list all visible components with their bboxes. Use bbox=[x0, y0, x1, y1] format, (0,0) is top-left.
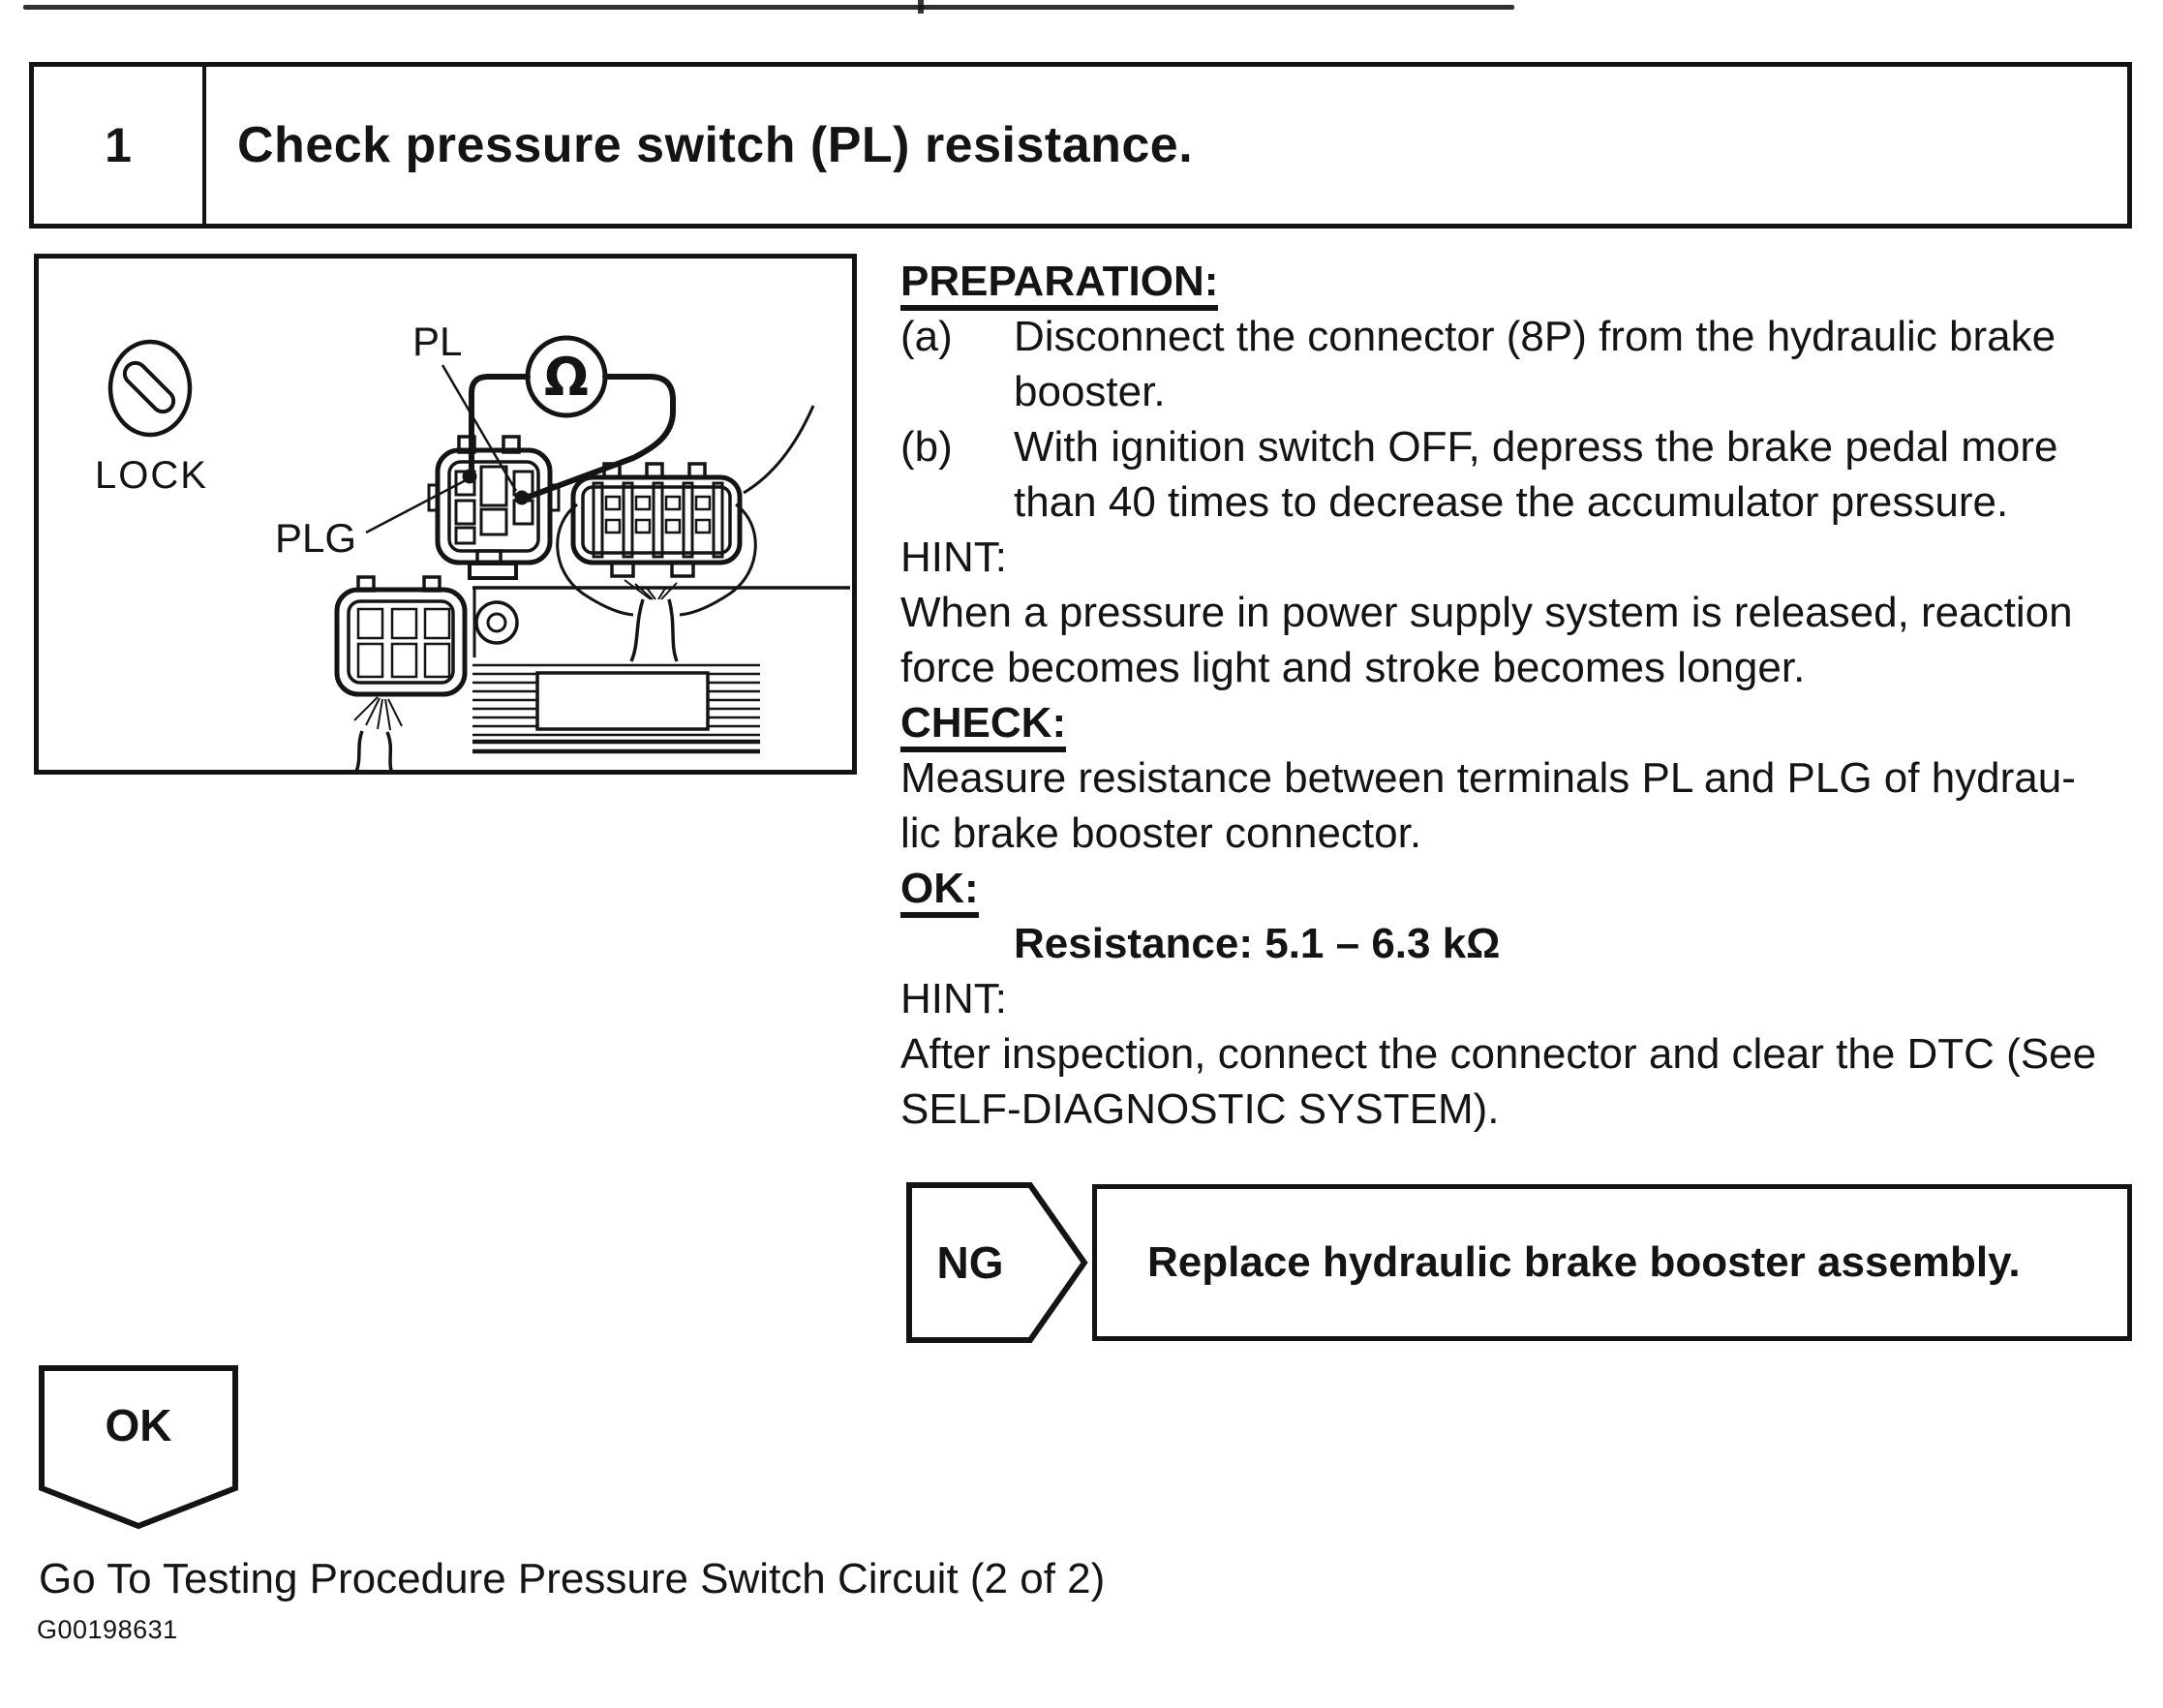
step-header bbox=[29, 62, 2132, 229]
step-title: Check pressure switch (PL) resistance. bbox=[237, 117, 1194, 173]
hint2-line-2: SELF-DIAGNOSTIC SYSTEM). bbox=[900, 1085, 1500, 1133]
connector-diagram bbox=[39, 259, 852, 770]
hint2-line-1: After inspection, connect the connector and clear the DTC (See bbox=[900, 1030, 2097, 1078]
ng-pentagon bbox=[906, 1182, 1090, 1343]
step-b-line-1: (b) With ignition switch OFF, depress the brake pedal more bbox=[900, 419, 2140, 474]
step-b-label: (b) bbox=[900, 423, 953, 471]
hint1-line-1: When a pressure in power supply system is released, reaction bbox=[900, 589, 2073, 636]
terminal-plg-dot bbox=[463, 470, 477, 484]
meter-lead-left bbox=[472, 377, 528, 472]
ohmmeter-icon bbox=[528, 338, 605, 415]
instruction-column bbox=[900, 254, 2140, 1137]
ng-action-text: Replace hydraulic brake booster assembly. bbox=[1147, 1238, 2021, 1286]
terminal-pl-dot bbox=[515, 491, 530, 505]
step-number: 1 bbox=[34, 67, 206, 224]
figure-id: G00198631 bbox=[37, 1615, 178, 1644]
hint1-line-2: force becomes light and stroke becomes longer. bbox=[900, 644, 1806, 691]
figure-panel bbox=[34, 254, 857, 775]
lock-label: LOCK bbox=[95, 454, 208, 497]
step-a-line-1: (a) Disconnect the connector (8P) from the hydraulic brake bbox=[900, 309, 2140, 364]
scan-artifact-tick bbox=[918, 0, 924, 14]
ok-pentagon bbox=[39, 1365, 238, 1530]
resistance-spec: Resistance: 5.1 – 6.3 kΩ bbox=[1014, 920, 1501, 967]
ok-label: OK bbox=[105, 1400, 172, 1450]
ng-label: NG bbox=[936, 1237, 1004, 1288]
hint2-heading: HINT: bbox=[900, 975, 1007, 1022]
step-b-line-2: than 40 times to decrease the accumulator pressure. bbox=[1014, 478, 2009, 526]
booster-body bbox=[472, 588, 850, 751]
step-a-line-2: booster. bbox=[1014, 368, 1166, 415]
booster-8p-connector bbox=[558, 406, 813, 661]
preparation-heading: PREPARATION: bbox=[900, 254, 2140, 309]
hint1-heading: HINT: bbox=[900, 534, 1007, 581]
ng-action-box bbox=[1092, 1184, 2132, 1341]
check-heading: CHECK: bbox=[900, 695, 2140, 750]
terminal-label-plg: PLG bbox=[275, 515, 357, 561]
check-line-1: Measure resistance between terminals PL and PLG of hydrau- bbox=[900, 754, 2076, 802]
ohm-symbol: Ω bbox=[544, 347, 589, 408]
step-a-label: (a) bbox=[900, 313, 953, 360]
scan-artifact-streak bbox=[23, 5, 1514, 10]
pressure-switch-connector bbox=[429, 437, 559, 578]
lower-harness-connector bbox=[337, 577, 465, 770]
ok-action-text: Go To Testing Procedure Pressure Switch Circuit (2 of 2) bbox=[39, 1555, 1106, 1602]
check-line-2: lic brake booster connector. bbox=[900, 809, 1422, 857]
terminal-label-pl: PL bbox=[412, 319, 463, 364]
lock-icon bbox=[110, 342, 190, 435]
ok-heading: OK: bbox=[900, 861, 2140, 916]
